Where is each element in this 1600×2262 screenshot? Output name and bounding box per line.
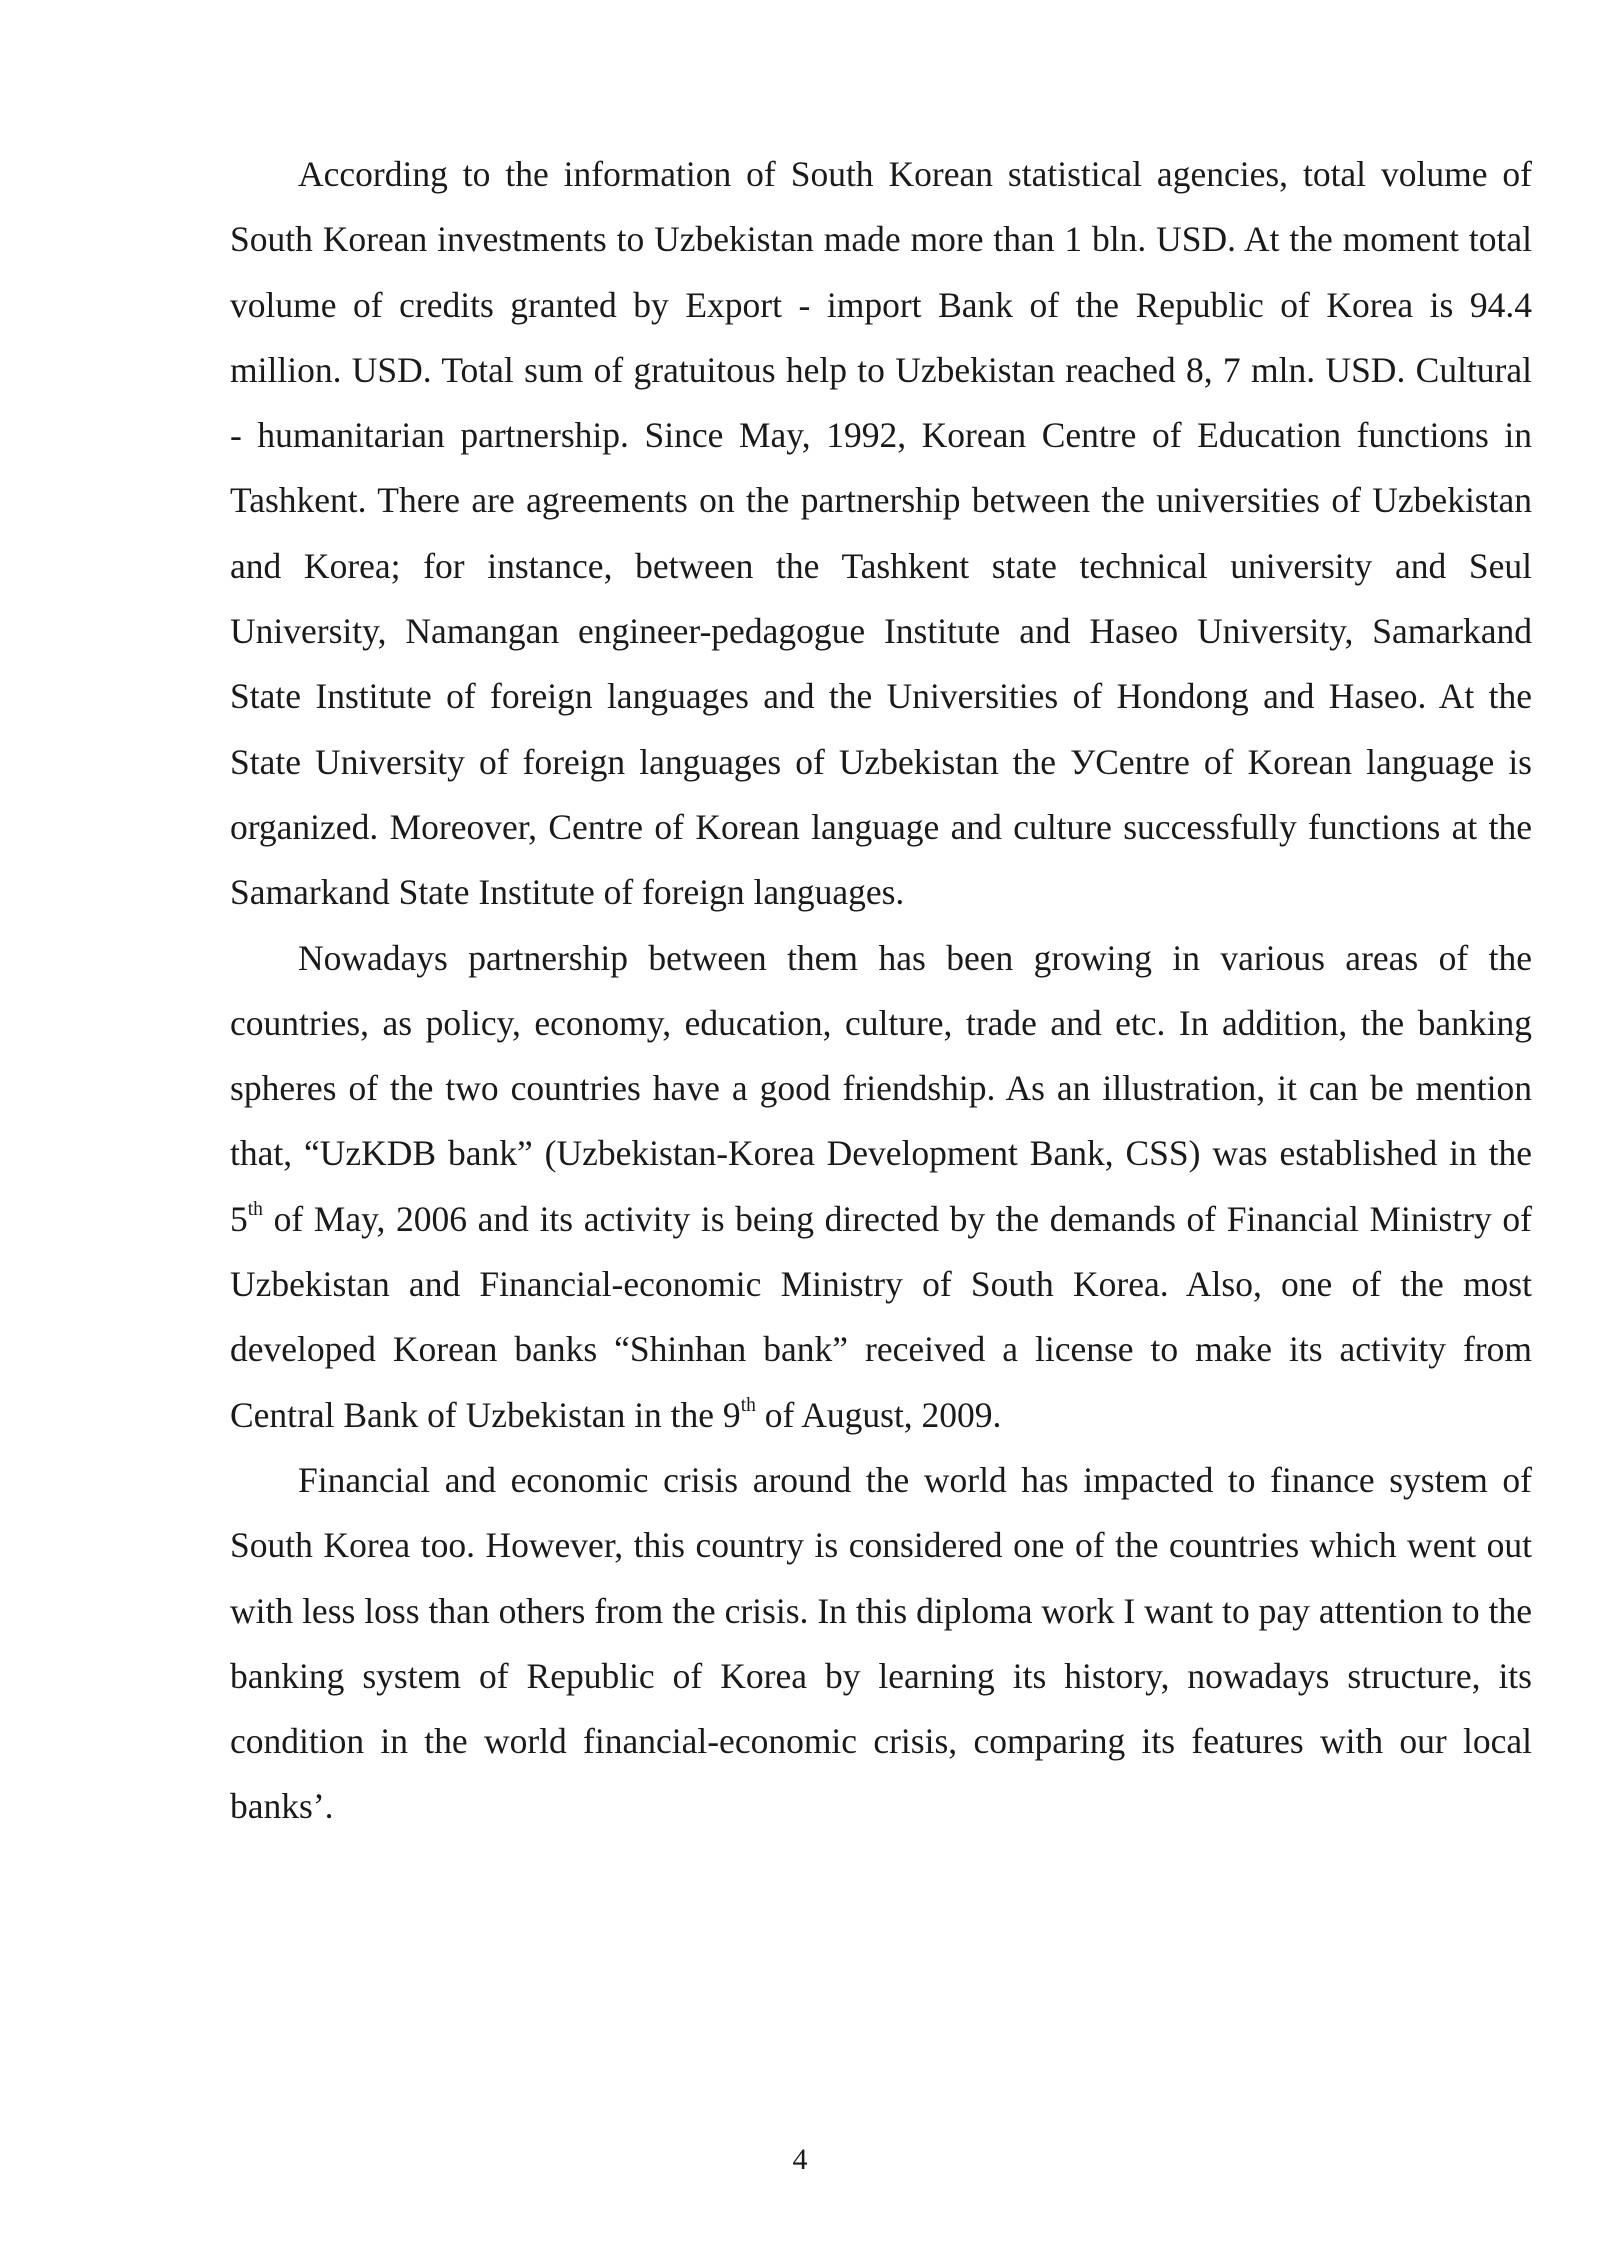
paragraph-banking-partnership xyxy=(230,926,1532,1448)
page-number: 4 xyxy=(792,2143,808,2176)
ordinal-superscript: th xyxy=(247,1199,263,1220)
ordinal-superscript: th xyxy=(740,1394,756,1416)
paragraph-text-segment: of May, 2006 and its activity is being directed by the demands of Financial Ministry of Uzbekistan and Financial-economic Ministry of South Korea. Also, one of the most developed Korean banks “Shinhan bank” received a license to make its activity from Central Bank of Uzbekistan in the 9 xyxy=(230,1198,1532,1435)
body-text xyxy=(230,142,1532,1840)
paragraph-text-segment: Nowadays partnership between them has been growing in various areas of the countries, as policy, economy, education, culture, trade and etc. In addition, the banking spheres of the two countries have a good friendship. As an illustration, it can be mention that, “UzKDB bank” (Uzbekistan-Korea Development Bank, CSS) was established in the 5 xyxy=(230,937,1532,1239)
paragraph-investments: According to the information of South Korean statistical agencies, total volume of South Korean investments to Uzbekistan made more than 1 bln. USD. At the moment total volume of credits granted by Export - import Bank of the Republic of Korea is 94.4 million. USD. Total sum of gratuitous help to Uzbekistan reached 8, 7 mln. USD. Cultural - humanitarian partnership. Since May, 1992, Korean Centre of Education functions in Tashkent. There are agreements on the partnership between the universities of Uzbekistan and Korea; for instance, between the Tashkent state technical university and Seul University, Namangan engineer-pedagogue Institute and Haseo University, Samarkand State Institute of foreign languages and the Universities of Hondong and Haseo. At the State University of foreign languages of Uzbekistan the УCentre of Korean language is organized. Moreover, Centre of Korean language and culture successfully functions at the Samarkand State Institute of foreign languages. xyxy=(230,154,1532,913)
paragraph-financial-crisis: Financial and economic crisis around the world has impacted to finance system of South Korea too. However, this country is considered one of the countries which went out with less loss than others from the crisis. In this diploma work I want to pay attention to the banking system of Republic of Korea by learning its history, nowadays structure, its condition in the world financial-economic crisis, comparing its features with our local banks’. xyxy=(230,1459,1532,1827)
paragraph-text-segment: of August, 2009. xyxy=(755,1394,1002,1435)
